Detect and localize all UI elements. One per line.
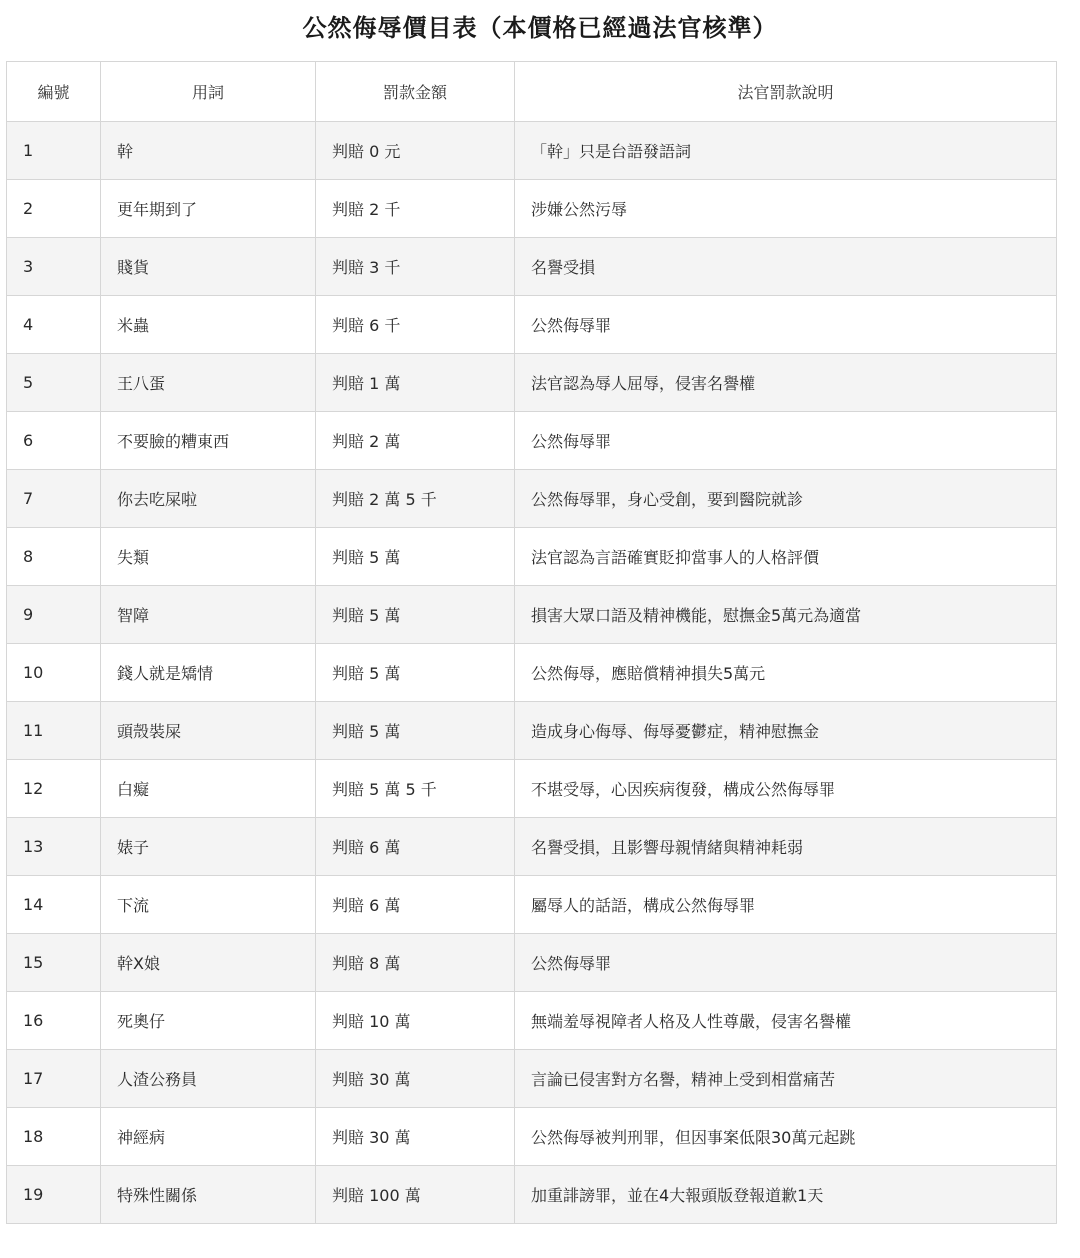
- cell-amount: 判賠 5 萬 5 千: [316, 760, 515, 818]
- cell-note: 加重誹謗罪，並在4大報頭版登報道歉1天: [515, 1166, 1057, 1224]
- table-row: [7, 702, 1057, 760]
- header-note: 法官罰款說明: [515, 62, 1057, 122]
- cell-amount: 判賠 5 萬: [316, 702, 515, 760]
- table-row: [7, 818, 1057, 876]
- cell-id: 10: [7, 644, 101, 702]
- cell-id: 17: [7, 1050, 101, 1108]
- cell-term: 幹: [101, 122, 316, 180]
- cell-note: 涉嫌公然污辱: [515, 180, 1057, 238]
- table-row: [7, 528, 1057, 586]
- cell-id: 7: [7, 470, 101, 528]
- cell-term: 下流: [101, 876, 316, 934]
- cell-term: 更年期到了: [101, 180, 316, 238]
- cell-id: 2: [7, 180, 101, 238]
- cell-amount: 判賠 30 萬: [316, 1108, 515, 1166]
- cell-note: 法官認為言語確實貶抑當事人的人格評價: [515, 528, 1057, 586]
- cell-amount: 判賠 30 萬: [316, 1050, 515, 1108]
- cell-id: 18: [7, 1108, 101, 1166]
- table-row: [7, 1050, 1057, 1108]
- cell-id: 14: [7, 876, 101, 934]
- cell-term: 特殊性關係: [101, 1166, 316, 1224]
- header-amount: 罰款金額: [316, 62, 515, 122]
- table-row: [7, 180, 1057, 238]
- table-row: [7, 1108, 1057, 1166]
- cell-term: 你去吃屎啦: [101, 470, 316, 528]
- cell-amount: 判賠 5 萬: [316, 586, 515, 644]
- cell-id: 15: [7, 934, 101, 992]
- cell-note: 名譽受損，且影響母親情緒與精神耗弱: [515, 818, 1057, 876]
- cell-amount: 判賠 3 千: [316, 238, 515, 296]
- cell-note: 公然侮辱被判刑罪，但因事案低限30萬元起跳: [515, 1108, 1057, 1166]
- table-row: [7, 412, 1057, 470]
- header-term: 用詞: [101, 62, 316, 122]
- cell-term: 智障: [101, 586, 316, 644]
- cell-term: 人渣公務員: [101, 1050, 316, 1108]
- cell-amount: 判賠 5 萬: [316, 528, 515, 586]
- cell-amount: 判賠 2 萬 5 千: [316, 470, 515, 528]
- cell-amount: 判賠 10 萬: [316, 992, 515, 1050]
- cell-id: 1: [7, 122, 101, 180]
- table-row: [7, 296, 1057, 354]
- table-row: [7, 876, 1057, 934]
- cell-term: 死奧仔: [101, 992, 316, 1050]
- cell-note: 無端羞辱視障者人格及人性尊嚴，侵害名譽權: [515, 992, 1057, 1050]
- cell-amount: 判賠 2 萬: [316, 412, 515, 470]
- table-row: [7, 470, 1057, 528]
- table-row: [7, 1166, 1057, 1224]
- cell-term: 頭殼裝屎: [101, 702, 316, 760]
- cell-id: 3: [7, 238, 101, 296]
- cell-note: 不堪受辱，心因疾病復發，構成公然侮辱罪: [515, 760, 1057, 818]
- cell-term: 婊子: [101, 818, 316, 876]
- cell-id: 6: [7, 412, 101, 470]
- cell-term: 不要臉的糟東西: [101, 412, 316, 470]
- table-row: [7, 586, 1057, 644]
- cell-id: 19: [7, 1166, 101, 1224]
- cell-term: 失類: [101, 528, 316, 586]
- cell-note: 公然侮辱罪: [515, 296, 1057, 354]
- cell-id: 11: [7, 702, 101, 760]
- cell-id: 5: [7, 354, 101, 412]
- cell-note: 名譽受損: [515, 238, 1057, 296]
- table-row: [7, 354, 1057, 412]
- cell-id: 13: [7, 818, 101, 876]
- table-row: [7, 992, 1057, 1050]
- cell-amount: 判賠 8 萬: [316, 934, 515, 992]
- cell-note: 損害大眾口語及精神機能，慰撫金5萬元為適當: [515, 586, 1057, 644]
- cell-amount: 判賠 6 千: [316, 296, 515, 354]
- table-header: [7, 62, 1057, 122]
- cell-amount: 判賠 1 萬: [316, 354, 515, 412]
- cell-term: 神經病: [101, 1108, 316, 1166]
- table-row: [7, 760, 1057, 818]
- cell-term: 白癡: [101, 760, 316, 818]
- cell-note: 「幹」只是台語發語詞: [515, 122, 1057, 180]
- table-row: [7, 644, 1057, 702]
- cell-note: 公然侮辱罪，身心受創，要到醫院就診: [515, 470, 1057, 528]
- cell-amount: 判賠 6 萬: [316, 876, 515, 934]
- header-row: [7, 62, 1057, 122]
- cell-id: 8: [7, 528, 101, 586]
- cell-term: 錢人就是矯情: [101, 644, 316, 702]
- table-row: [7, 238, 1057, 296]
- cell-id: 12: [7, 760, 101, 818]
- header-id: 編號: [7, 62, 101, 122]
- cell-note: 公然侮辱罪: [515, 934, 1057, 992]
- price-table: [6, 61, 1057, 1224]
- cell-amount: 判賠 6 萬: [316, 818, 515, 876]
- cell-note: 屬辱人的話語，構成公然侮辱罪: [515, 876, 1057, 934]
- cell-note: 法官認為辱人屈辱，侵害名譽權: [515, 354, 1057, 412]
- table-row: [7, 122, 1057, 180]
- cell-id: 16: [7, 992, 101, 1050]
- cell-amount: 判賠 5 萬: [316, 644, 515, 702]
- cell-amount: 判賠 2 千: [316, 180, 515, 238]
- cell-term: 王八蛋: [101, 354, 316, 412]
- cell-note: 公然侮辱罪: [515, 412, 1057, 470]
- cell-id: 4: [7, 296, 101, 354]
- cell-term: 米蟲: [101, 296, 316, 354]
- cell-amount: 判賠 100 萬: [316, 1166, 515, 1224]
- cell-note: 公然侮辱，應賠償精神損失5萬元: [515, 644, 1057, 702]
- table-row: [7, 934, 1057, 992]
- cell-amount: 判賠 0 元: [316, 122, 515, 180]
- cell-term: 賤貨: [101, 238, 316, 296]
- cell-note: 造成身心侮辱、侮辱憂鬱症，精神慰撫金: [515, 702, 1057, 760]
- cell-term: 幹X娘: [101, 934, 316, 992]
- table-body: [7, 122, 1057, 1224]
- cell-note: 言論已侵害對方名譽，精神上受到相當痛苦: [515, 1050, 1057, 1108]
- page-title: 公然侮辱價目表（本價格已經過法官核準）: [302, 14, 778, 42]
- cell-id: 9: [7, 586, 101, 644]
